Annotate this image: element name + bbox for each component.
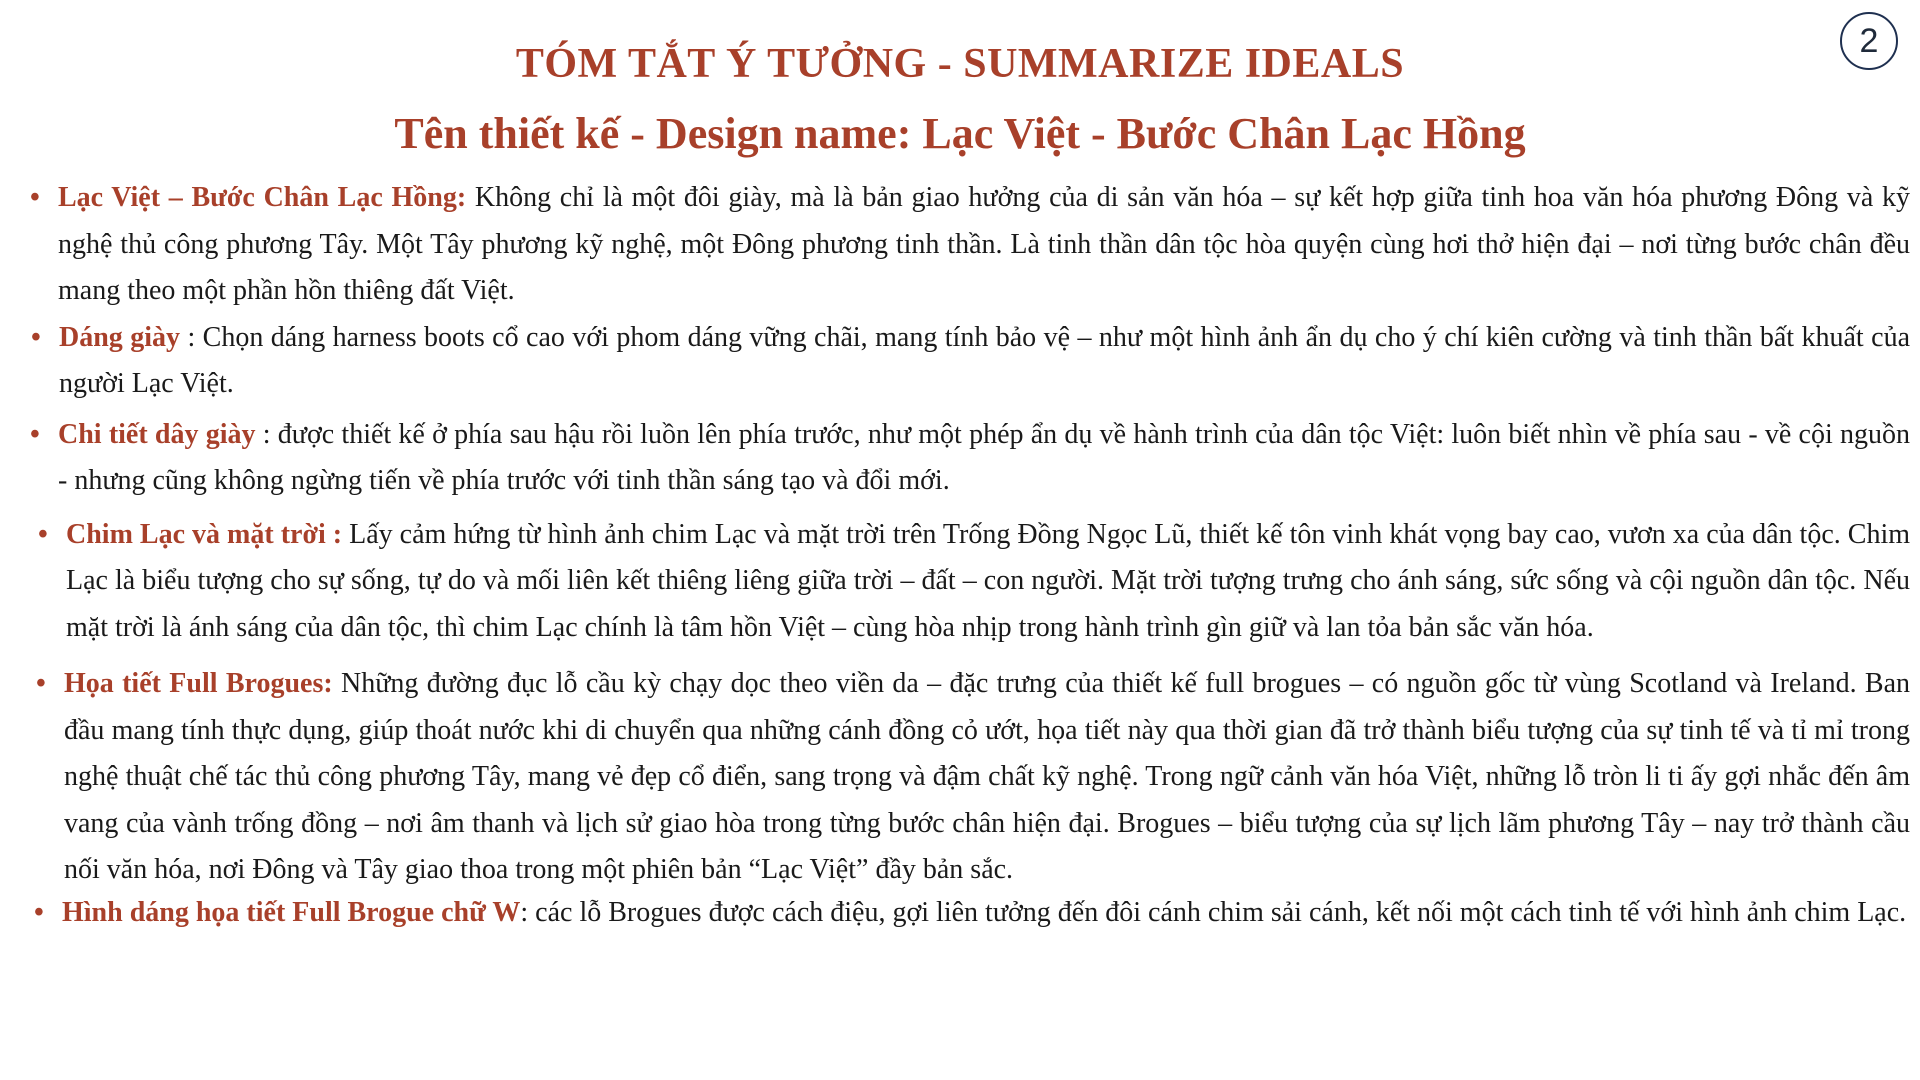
bullet-lac-viet bbox=[30, 175, 1910, 315]
bullet-label: Họa tiết Full Brogues: bbox=[64, 668, 333, 699]
bullet-dot-icon: • bbox=[30, 418, 40, 450]
bullet-text: Không chỉ là một đôi giày, mà là bản giao hưởng của di sản văn hóa – sự kết hợp giữa tinh hoa văn hóa phương Đông và kỹ nghệ thủ công phương Tây. Một Tây phương kỹ nghệ, một Đông phương tinh thần. Là tinh thần dân tộc hòa quyện cùng hơi thở hiện đại – nơi từng bước chân đều mang theo một phần hồn thiêng đất Việt. bbox=[58, 182, 1910, 306]
bullet-text: Những đường đục lỗ cầu kỳ chạy dọc theo viền da – đặc trưng của thiết kế full brogues – có nguồn gốc từ vùng Scotland và Ireland. Ban đầu mang tính thực dụng, giúp thoát nước khi di chuyển qua những cánh đồng cỏ ướt, họa tiết này qua thời gian đã trở thành biểu tượng của sự tinh tế và tỉ mỉ trong nghệ thuật chế tác thủ công phương Tây, mang vẻ đẹp cổ điển, sang trọng và đậm chất kỹ nghệ. Trong ngữ cảnh văn hóa Việt, những lỗ tròn li ti ấy gợi nhắc đến âm vang của vành trống đồng – nơi âm thanh và lịch sử giao hòa trong từng bước chân hiện đại. Brogues – biểu tượng của sự lịch lãm phương Tây – nay trở thành cầu nối văn hóa, nơi Đông và Tây giao thoa trong một phiên bản “Lạc Việt” đầy bản sắc. bbox=[64, 668, 1910, 885]
bullet-text: : được thiết kế ở phía sau hậu rồi luồn lên phía trước, như một phép ẩn dụ về hành trình của dân tộc Việt: luôn biết nhìn về phía sau - về cội nguồn - nhưng cũng không ngừng tiến về phía trước với tinh thần sáng tạo và đổi mới. bbox=[58, 418, 1911, 496]
page-number-badge: 2 bbox=[1840, 12, 1898, 70]
bullet-dot-icon: • bbox=[36, 668, 46, 699]
bullet-dot-icon: • bbox=[30, 182, 40, 213]
bullet-chim-lac-mat-troi bbox=[38, 512, 1910, 652]
bullet-dang-giay bbox=[31, 315, 1910, 408]
bullet-label: Chi tiết dây giày bbox=[58, 418, 256, 450]
bullet-label: Chim Lạc và mặt trời : bbox=[66, 518, 343, 550]
bullet-hinh-dang-brogue-chu-w bbox=[34, 890, 1910, 937]
page-title: TÓM TẮT Ý TƯỞNG - SUMMARIZE IDEALS bbox=[515, 41, 1405, 87]
bullet-chi-tiet-day-giay bbox=[30, 412, 1910, 505]
bullet-label: Hình dáng họa tiết Full Brogue chữ W bbox=[62, 896, 521, 928]
bullet-hoa-tiet-full-brogues bbox=[36, 661, 1910, 894]
bullet-text: : các lỗ Brogues được cách điệu, gợi liên tưởng đến đôi cánh chim sải cánh, kết nối một cách tinh tế với hình ảnh chim Lạc. bbox=[520, 896, 1907, 928]
bullet-label: Lạc Việt – Bước Chân Lạc Hồng: bbox=[58, 182, 467, 213]
design-name-subtitle: Tên thiết kế - Design name: Lạc Việt - Bước Chân Lạc Hồng bbox=[394, 109, 1526, 158]
bullet-label: Dáng giày bbox=[59, 321, 181, 353]
bullet-text: Lấy cảm hứng từ hình ảnh chim Lạc và mặt trời trên Trống Đồng Ngọc Lũ, thiết kế tôn vinh khát vọng bay cao, vươn xa của dân tộc. Chim Lạc là biểu tượng cho sự sống, tự do và mối liên kết thiêng liêng giữa trời – đất – con người. Mặt trời tượng trưng cho ánh sáng, sức sống và cội nguồn dân tộc. Nếu mặt trời là ánh sáng của dân tộc, thì chim Lạc chính là tâm hồn Việt – cùng hòa nhịp trong hành trình gìn giữ và lan tỏa bản sắc văn hóa. bbox=[66, 518, 1911, 643]
bullet-text: : Chọn dáng harness boots cổ cao với phom dáng vững chãi, mang tính bảo vệ – như một hình ảnh ẩn dụ cho ý chí kiên cường và tinh thần bất khuất của người Lạc Việt. bbox=[59, 321, 1910, 399]
bullet-dot-icon: • bbox=[31, 321, 41, 353]
bullet-dot-icon: • bbox=[38, 518, 48, 550]
summary-bullet-list bbox=[30, 175, 1910, 936]
bullet-dot-icon: • bbox=[34, 896, 44, 928]
